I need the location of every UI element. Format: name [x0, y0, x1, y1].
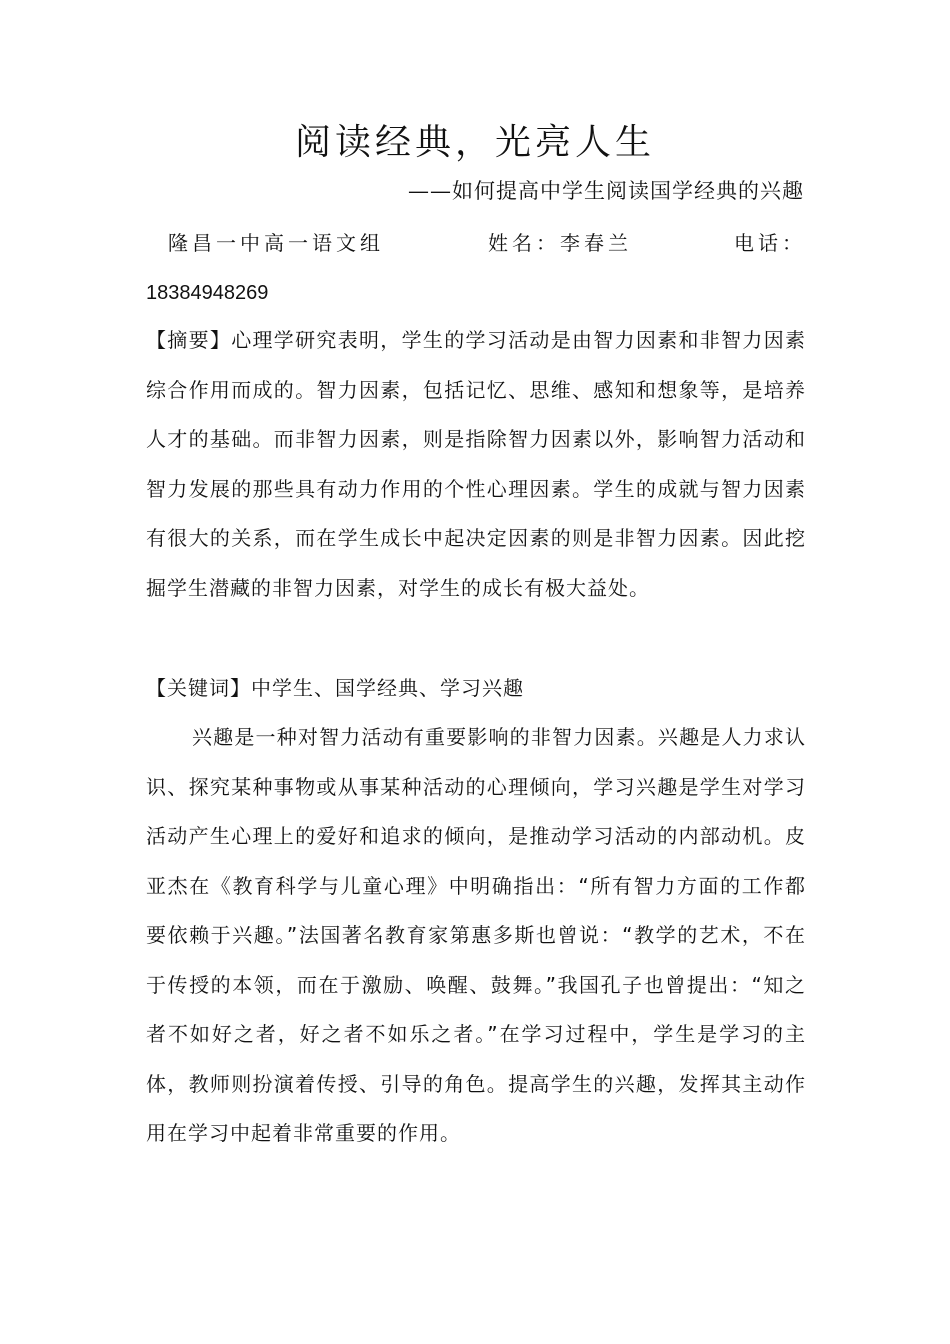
keywords-paragraph: 【关键词】中学生、国学经典、学习兴趣 [146, 676, 524, 700]
abstract-paragraph: 【摘要】心理学研究表明，学生的学习活动是由智力因素和非智力因素综合作用而成的。智力因素，包括记忆、思维、感知和想象等，是培养人才的基础。而非智力因素，则是指除智力因素以外，影响智力活动和智力发展的那些具有动力作用的个性心理因素。学生的成就与智力因素有很大的关系，而在学生成长中起决定因素的则是非智力因素。因此挖掘学生潜藏的非智力因素，对学生的成长有极大益处。 [146, 328, 806, 600]
author-phone-label: 电话： [734, 231, 806, 255]
author-info [168, 226, 808, 260]
document-subtitle: ——如何提高中学生阅读国学经典的兴趣 [408, 179, 804, 203]
author-phone: 18384948269 [146, 282, 269, 304]
document-title: 阅读经典，光亮人生 [294, 122, 655, 163]
author-name: 姓名：李春兰 [488, 231, 632, 255]
author-school: 隆昌一中高一语文组 [168, 231, 384, 255]
body-paragraph: 兴趣是一种对智力活动有重要影响的非智力因素。兴趣是人力求认识、探究某种事物或从事某种活动的心理倾向，学习兴趣是学生对学习活动产生心理上的爱好和追求的倾向，是推动学习活动的内部动机。皮亚杰在《教育科学与儿童心理》中明确指出：“所有智力方面的工作都要依赖于兴趣。”法国著名教育家第惠多斯也曾说：“教学的艺术，不在于传授的本领，而在于激励、唤醒、鼓舞。”我国孔子也曾提出：“知之者不如好之者，好之者不如乐之者。”在学习过程中，学生是学习的主体，教师则扮演着传授、引导的角色。提高学生的兴趣，发挥其主动作用在学习中起着非常重要的作用。 [146, 725, 806, 1145]
